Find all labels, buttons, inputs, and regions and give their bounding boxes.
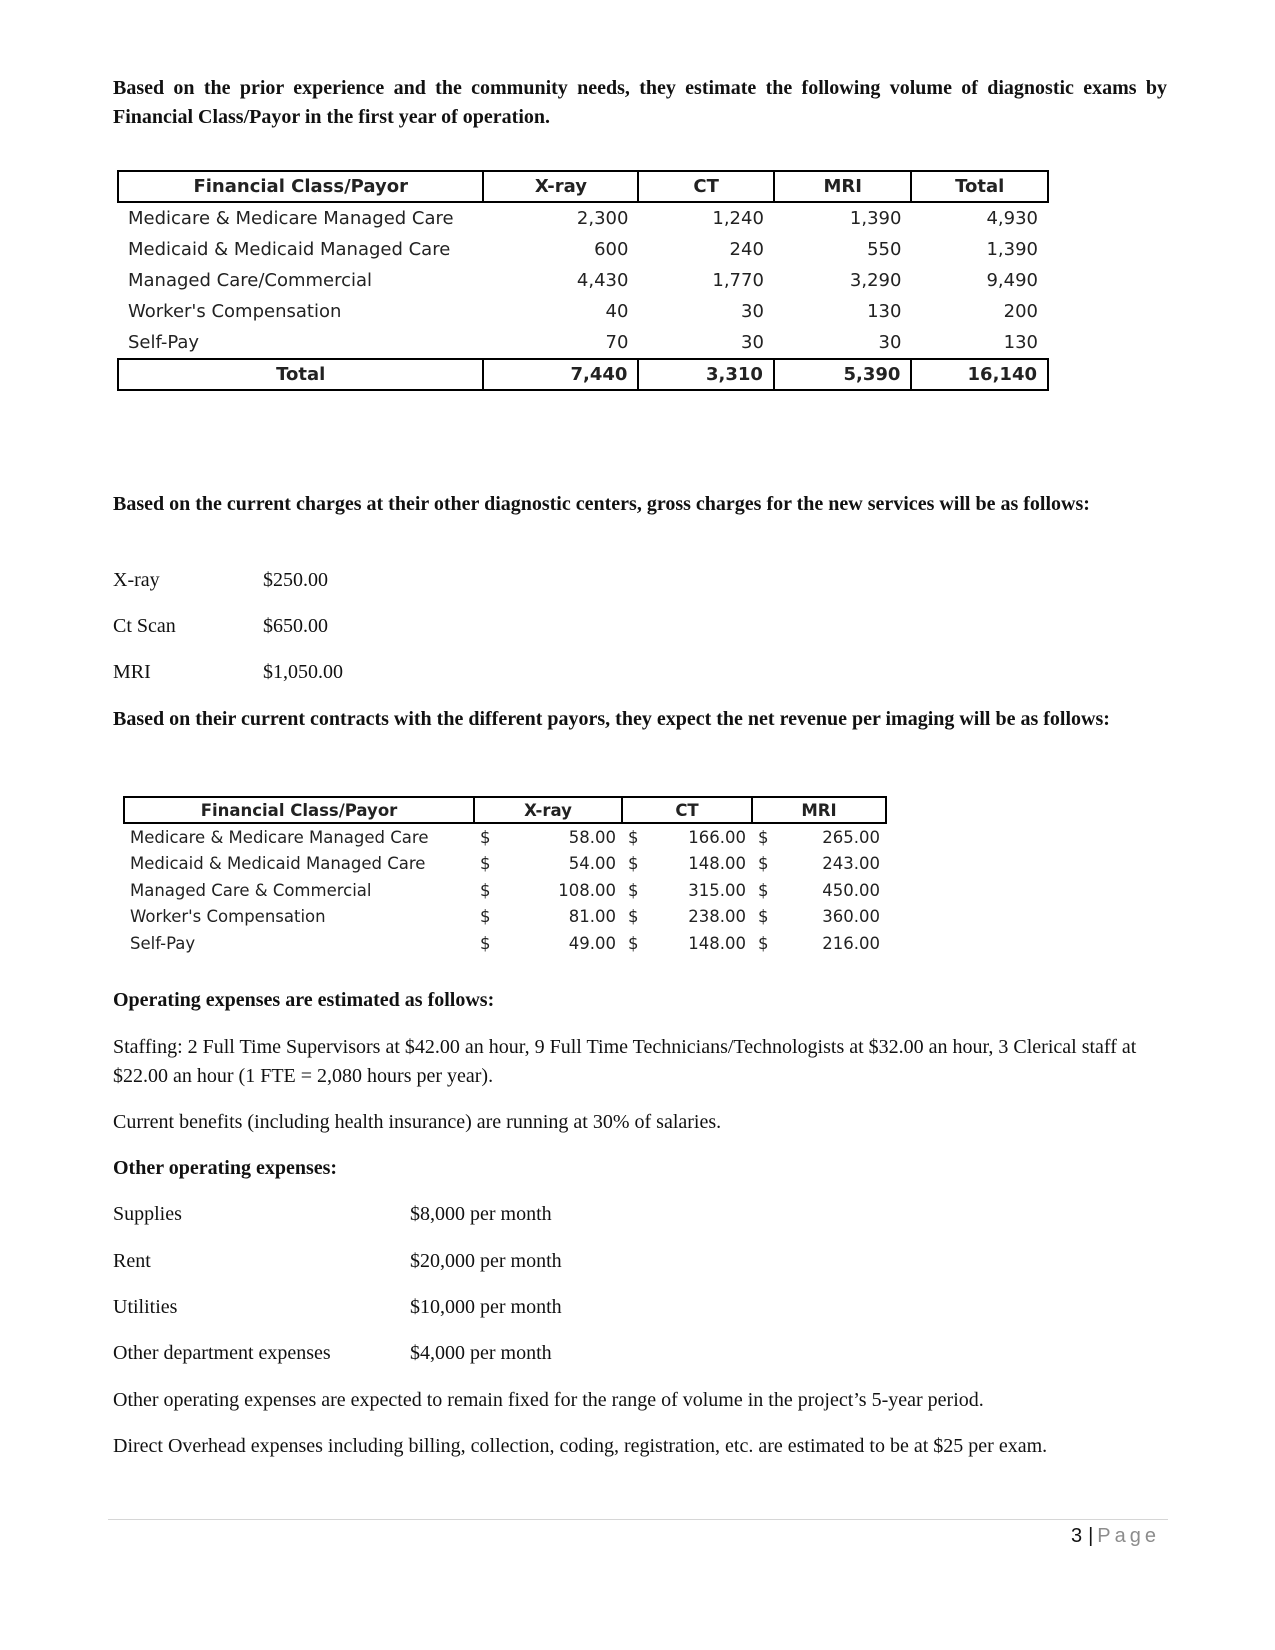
expense-value-rent: $20,000 per month — [410, 1250, 562, 1272]
footer-divider — [108, 1519, 1168, 1520]
xray-cell: 4,430 — [576, 270, 629, 291]
currency-symbol: $ — [758, 827, 769, 847]
charge-value-mri: $1,050.00 — [263, 661, 343, 683]
charges-intro: Based on the current charges at their other diagnostic centers, gross charges for the new services will be as follows: — [113, 493, 1090, 515]
xray-cell: 70 — [605, 332, 629, 353]
xray-cell: 40 — [605, 301, 629, 322]
currency-symbol: $ — [758, 933, 769, 953]
charge-value-ct: $650.00 — [263, 615, 328, 637]
col-header-mri: MRI — [752, 797, 886, 823]
mri-cell: 130 — [867, 301, 902, 322]
col-header-payor: Financial Class/Payor — [118, 171, 483, 202]
mri-cell: 3,290 — [849, 270, 902, 291]
expense-value-other-dept: $4,000 per month — [410, 1342, 552, 1364]
ct-cell: 238.00 — [688, 907, 746, 927]
table-row — [124, 877, 886, 904]
currency-symbol: $ — [628, 907, 639, 927]
xray-cell: 49.00 — [568, 933, 616, 953]
payor-cell: Self-Pay — [130, 933, 196, 953]
mri-cell: 550 — [867, 239, 902, 260]
payor-cell: Managed Care/Commercial — [128, 270, 373, 291]
payor-cell: Managed Care & Commercial — [130, 880, 372, 900]
currency-symbol: $ — [758, 880, 769, 900]
payor-cell: Medicaid & Medicaid Managed Care — [128, 239, 451, 260]
expense-label-supplies: Supplies — [113, 1203, 182, 1225]
net-revenue-intro: Based on their current contracts with the different payors, they expect the net revenue per imaging will be as follows: — [113, 708, 1110, 730]
col-header-ct: CT — [622, 797, 752, 823]
ct-cell: 240 — [729, 239, 764, 260]
expense-label-other-dept: Other department expenses — [113, 1342, 331, 1364]
operating-heading: Operating expenses are estimated as follows: — [113, 989, 495, 1011]
table-row — [124, 851, 886, 878]
expense-value-utilities: $10,000 per month — [410, 1296, 562, 1318]
mri-cell: 243.00 — [822, 854, 881, 874]
total-row — [118, 359, 1048, 390]
xray-cell: 2,300 — [576, 208, 629, 229]
col-header-xray: X-ray — [483, 171, 638, 202]
ct-cell: 315.00 — [688, 880, 746, 900]
col-header-xray: X-ray — [474, 797, 622, 823]
ct-cell: 166.00 — [688, 827, 746, 847]
intro-paragraph: Based on the prior experience and the community needs, they estimate the following volume of diagnostic exams by Financial Class/Payor in the first year of operation. — [113, 77, 1167, 128]
payor-cell: Worker's Compensation — [128, 301, 342, 322]
mri-cell: 360.00 — [822, 907, 881, 927]
col-header-payor: Financial Class/Payor — [124, 797, 474, 823]
net-revenue-header — [124, 797, 886, 823]
table-row — [124, 930, 886, 957]
currency-symbol: $ — [480, 907, 491, 927]
table-row — [124, 823, 886, 851]
currency-symbol: $ — [628, 933, 639, 953]
total-cell: 1,390 — [986, 239, 1038, 260]
table-row — [124, 904, 886, 931]
xray-cell: 81.00 — [568, 907, 616, 927]
mri-total: 5,390 — [774, 359, 912, 390]
xray-cell: 108.00 — [558, 880, 616, 900]
table-row — [118, 234, 1048, 265]
ct-cell: 30 — [741, 332, 764, 353]
currency-symbol: $ — [628, 827, 639, 847]
xray-cell: 600 — [594, 239, 629, 260]
charge-value-xray: $250.00 — [263, 569, 328, 591]
other-expenses-heading: Other operating expenses: — [113, 1157, 338, 1179]
xray-cell: 58.00 — [568, 827, 616, 847]
expense-label-rent: Rent — [113, 1250, 151, 1272]
mri-cell: 30 — [878, 332, 902, 353]
col-header-mri: MRI — [774, 171, 912, 202]
currency-symbol: $ — [628, 880, 639, 900]
total-label: Total — [118, 359, 483, 390]
payor-cell: Medicare & Medicare Managed Care — [130, 827, 429, 847]
volume-table-header — [118, 171, 1048, 202]
ct-cell: 148.00 — [688, 933, 746, 953]
charge-label-ct: Ct Scan — [113, 615, 176, 637]
volume-table — [117, 170, 1049, 391]
charge-label-mri: MRI — [113, 661, 151, 683]
total-cell: 4,930 — [986, 208, 1038, 229]
currency-symbol: $ — [480, 933, 491, 953]
charge-label-xray: X-ray — [113, 569, 160, 591]
page-label: Page — [1097, 1525, 1160, 1547]
total-cell: 200 — [1003, 301, 1038, 322]
payor-cell: Self-Pay — [128, 332, 200, 353]
col-header-ct: CT — [638, 171, 773, 202]
page-footer — [1071, 1525, 1160, 1548]
currency-symbol: $ — [480, 827, 491, 847]
currency-symbol: $ — [480, 854, 491, 874]
net-revenue-table — [123, 796, 887, 957]
ct-cell: 1,770 — [712, 270, 764, 291]
table-row — [118, 202, 1048, 234]
ct-total: 3,310 — [638, 359, 773, 390]
footer-separator: | — [1088, 1525, 1094, 1547]
ct-cell: 148.00 — [688, 854, 746, 874]
mri-cell: 450.00 — [822, 880, 881, 900]
staffing-paragraph: Staffing: 2 Full Time Supervisors at $42.00 an hour, 9 Full Time Technicians/Technologists at $32.00 an hour, 3 Clerical staff at $22.00 an hour (1 FTE = 2,080 hours per year). — [113, 1036, 1137, 1087]
xray-cell: 54.00 — [568, 854, 616, 874]
table-row — [118, 327, 1048, 359]
payor-cell: Medicaid & Medicaid Managed Care — [130, 854, 426, 874]
grand-total: 16,140 — [911, 359, 1048, 390]
ct-cell: 30 — [741, 301, 764, 322]
xray-total: 7,440 — [483, 359, 638, 390]
total-cell: 130 — [1003, 332, 1038, 353]
table-row — [118, 265, 1048, 296]
currency-symbol: $ — [628, 854, 639, 874]
total-cell: 9,490 — [986, 270, 1038, 291]
ct-cell: 1,240 — [712, 208, 764, 229]
mri-cell: 216.00 — [822, 933, 881, 953]
expense-label-utilities: Utilities — [113, 1296, 178, 1318]
col-header-total: Total — [911, 171, 1048, 202]
mri-cell: 1,390 — [849, 208, 902, 229]
payor-cell: Medicare & Medicare Managed Care — [128, 208, 454, 229]
currency-symbol: $ — [758, 907, 769, 927]
page-number: 3 — [1070, 1525, 1085, 1547]
currency-symbol: $ — [480, 880, 491, 900]
currency-symbol: $ — [758, 854, 769, 874]
overhead-note: Direct Overhead expenses including billing, collection, coding, registration, etc. are estimated to be at $25 per exam. — [113, 1435, 1048, 1457]
benefits-paragraph: Current benefits (including health insurance) are running at 30% of salaries. — [113, 1111, 722, 1133]
mri-cell: 265.00 — [822, 827, 881, 847]
payor-cell: Worker's Compensation — [130, 907, 326, 927]
expense-value-supplies: $8,000 per month — [410, 1203, 552, 1225]
fixed-expenses-note: Other operating expenses are expected to remain fixed for the range of volume in the project’s 5-year period. — [113, 1389, 984, 1411]
table-row — [118, 296, 1048, 327]
